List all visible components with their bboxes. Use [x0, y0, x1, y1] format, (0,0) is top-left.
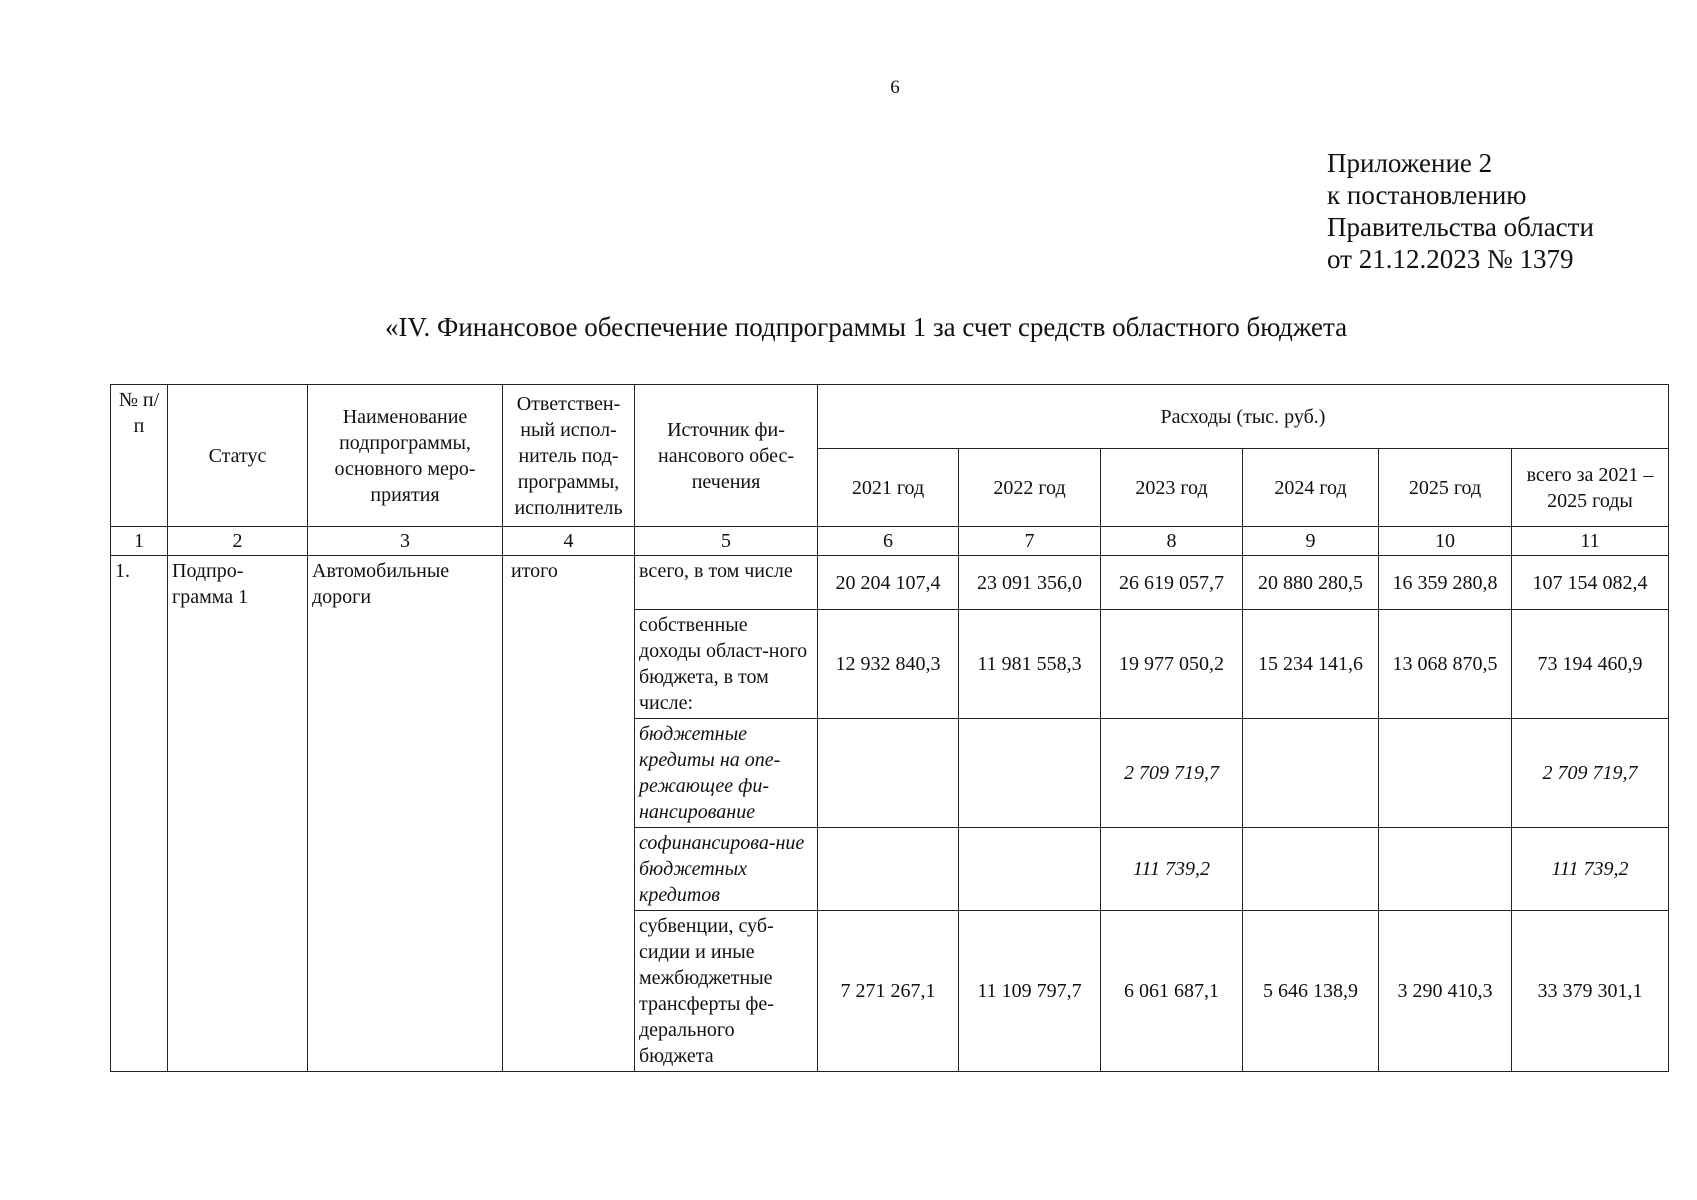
row-num: 1. [111, 556, 168, 1072]
column-number: 9 [1243, 527, 1379, 556]
source-label: бюджетные кредиты на опе-режающее фи-нансирование [635, 719, 818, 828]
column-number: 11 [1512, 527, 1669, 556]
value-cell: 11 981 558,3 [959, 610, 1101, 719]
appendix-line: Приложение 2 [1327, 148, 1493, 178]
value-cell: 111 739,2 [1512, 828, 1669, 911]
header-name: Наименование подпрограммы, основного меро-приятия [308, 385, 503, 527]
header-source: Источник фи-нансового обес-печения [635, 385, 818, 527]
page-number: 6 [890, 77, 900, 98]
row-name: Автомобильные дороги [308, 556, 503, 1072]
value-cell: 16 359 280,8 [1379, 556, 1512, 610]
header-year: 2024 год [1243, 449, 1379, 527]
table-row [111, 556, 1669, 610]
value-cell: 15 234 141,6 [1243, 610, 1379, 719]
appendix-line: Правительства области [1327, 212, 1594, 242]
source-label: софинансирова-ние бюджетных кредитов [635, 828, 818, 911]
value-cell [818, 719, 959, 828]
header-year: 2023 год [1101, 449, 1243, 527]
value-cell: 2 709 719,7 [1101, 719, 1243, 828]
appendix-block [1327, 147, 1594, 275]
value-cell: 23 091 356,0 [959, 556, 1101, 610]
value-cell: 5 646 138,9 [1243, 911, 1379, 1072]
financing-table [110, 384, 1669, 1072]
column-number: 10 [1379, 527, 1512, 556]
value-cell: 20 204 107,4 [818, 556, 959, 610]
appendix-line: к постановлению [1327, 180, 1527, 210]
value-cell [1243, 828, 1379, 911]
value-cell: 13 068 870,5 [1379, 610, 1512, 719]
column-number: 5 [635, 527, 818, 556]
row-responsible: итого [503, 556, 635, 1072]
value-cell [1379, 828, 1512, 911]
source-label: собственные доходы област-ного бюджета, в том числе: [635, 610, 818, 719]
value-cell: 6 061 687,1 [1101, 911, 1243, 1072]
value-cell: 33 379 301,1 [1512, 911, 1669, 1072]
value-cell: 3 290 410,3 [1379, 911, 1512, 1072]
appendix-line: от 21.12.2023 № 1379 [1327, 244, 1574, 274]
header-total-years: всего за 2021 – 2025 годы [1512, 449, 1669, 527]
value-cell: 11 109 797,7 [959, 911, 1101, 1072]
header-status: Статус [168, 385, 308, 527]
value-cell: 111 739,2 [1101, 828, 1243, 911]
document-title: «IV. Финансовое обеспечение подпрограммы 1 за счет средств областного бюджета [385, 312, 1348, 342]
value-cell [959, 828, 1101, 911]
source-label: всего, в том числе [635, 556, 818, 610]
column-number: 8 [1101, 527, 1243, 556]
column-number: 7 [959, 527, 1101, 556]
column-number: 6 [818, 527, 959, 556]
header-year: 2025 год [1379, 449, 1512, 527]
header-expenses: Расходы (тыс. руб.) [818, 385, 1669, 449]
value-cell: 107 154 082,4 [1512, 556, 1669, 610]
source-label: субвенции, суб-сидии и иные межбюджетные трансферты фе-дерального бюджета [635, 911, 818, 1072]
value-cell [959, 719, 1101, 828]
column-number: 4 [503, 527, 635, 556]
value-cell: 12 932 840,3 [818, 610, 959, 719]
column-number: 2 [168, 527, 308, 556]
value-cell [818, 828, 959, 911]
row-status: Подпро-грамма 1 [168, 556, 308, 1072]
column-number: 1 [111, 527, 168, 556]
value-cell [1243, 719, 1379, 828]
header-year: 2022 год [959, 449, 1101, 527]
value-cell: 7 271 267,1 [818, 911, 959, 1072]
value-cell: 26 619 057,7 [1101, 556, 1243, 610]
value-cell: 19 977 050,2 [1101, 610, 1243, 719]
header-responsible: Ответствен-ный испол-нитель под-программы, исполнитель [503, 385, 635, 527]
header-year: 2021 год [818, 449, 959, 527]
column-number: 3 [308, 527, 503, 556]
value-cell [1379, 719, 1512, 828]
header-num: № п/п [111, 385, 168, 527]
value-cell: 73 194 460,9 [1512, 610, 1669, 719]
value-cell: 20 880 280,5 [1243, 556, 1379, 610]
value-cell: 2 709 719,7 [1512, 719, 1669, 828]
